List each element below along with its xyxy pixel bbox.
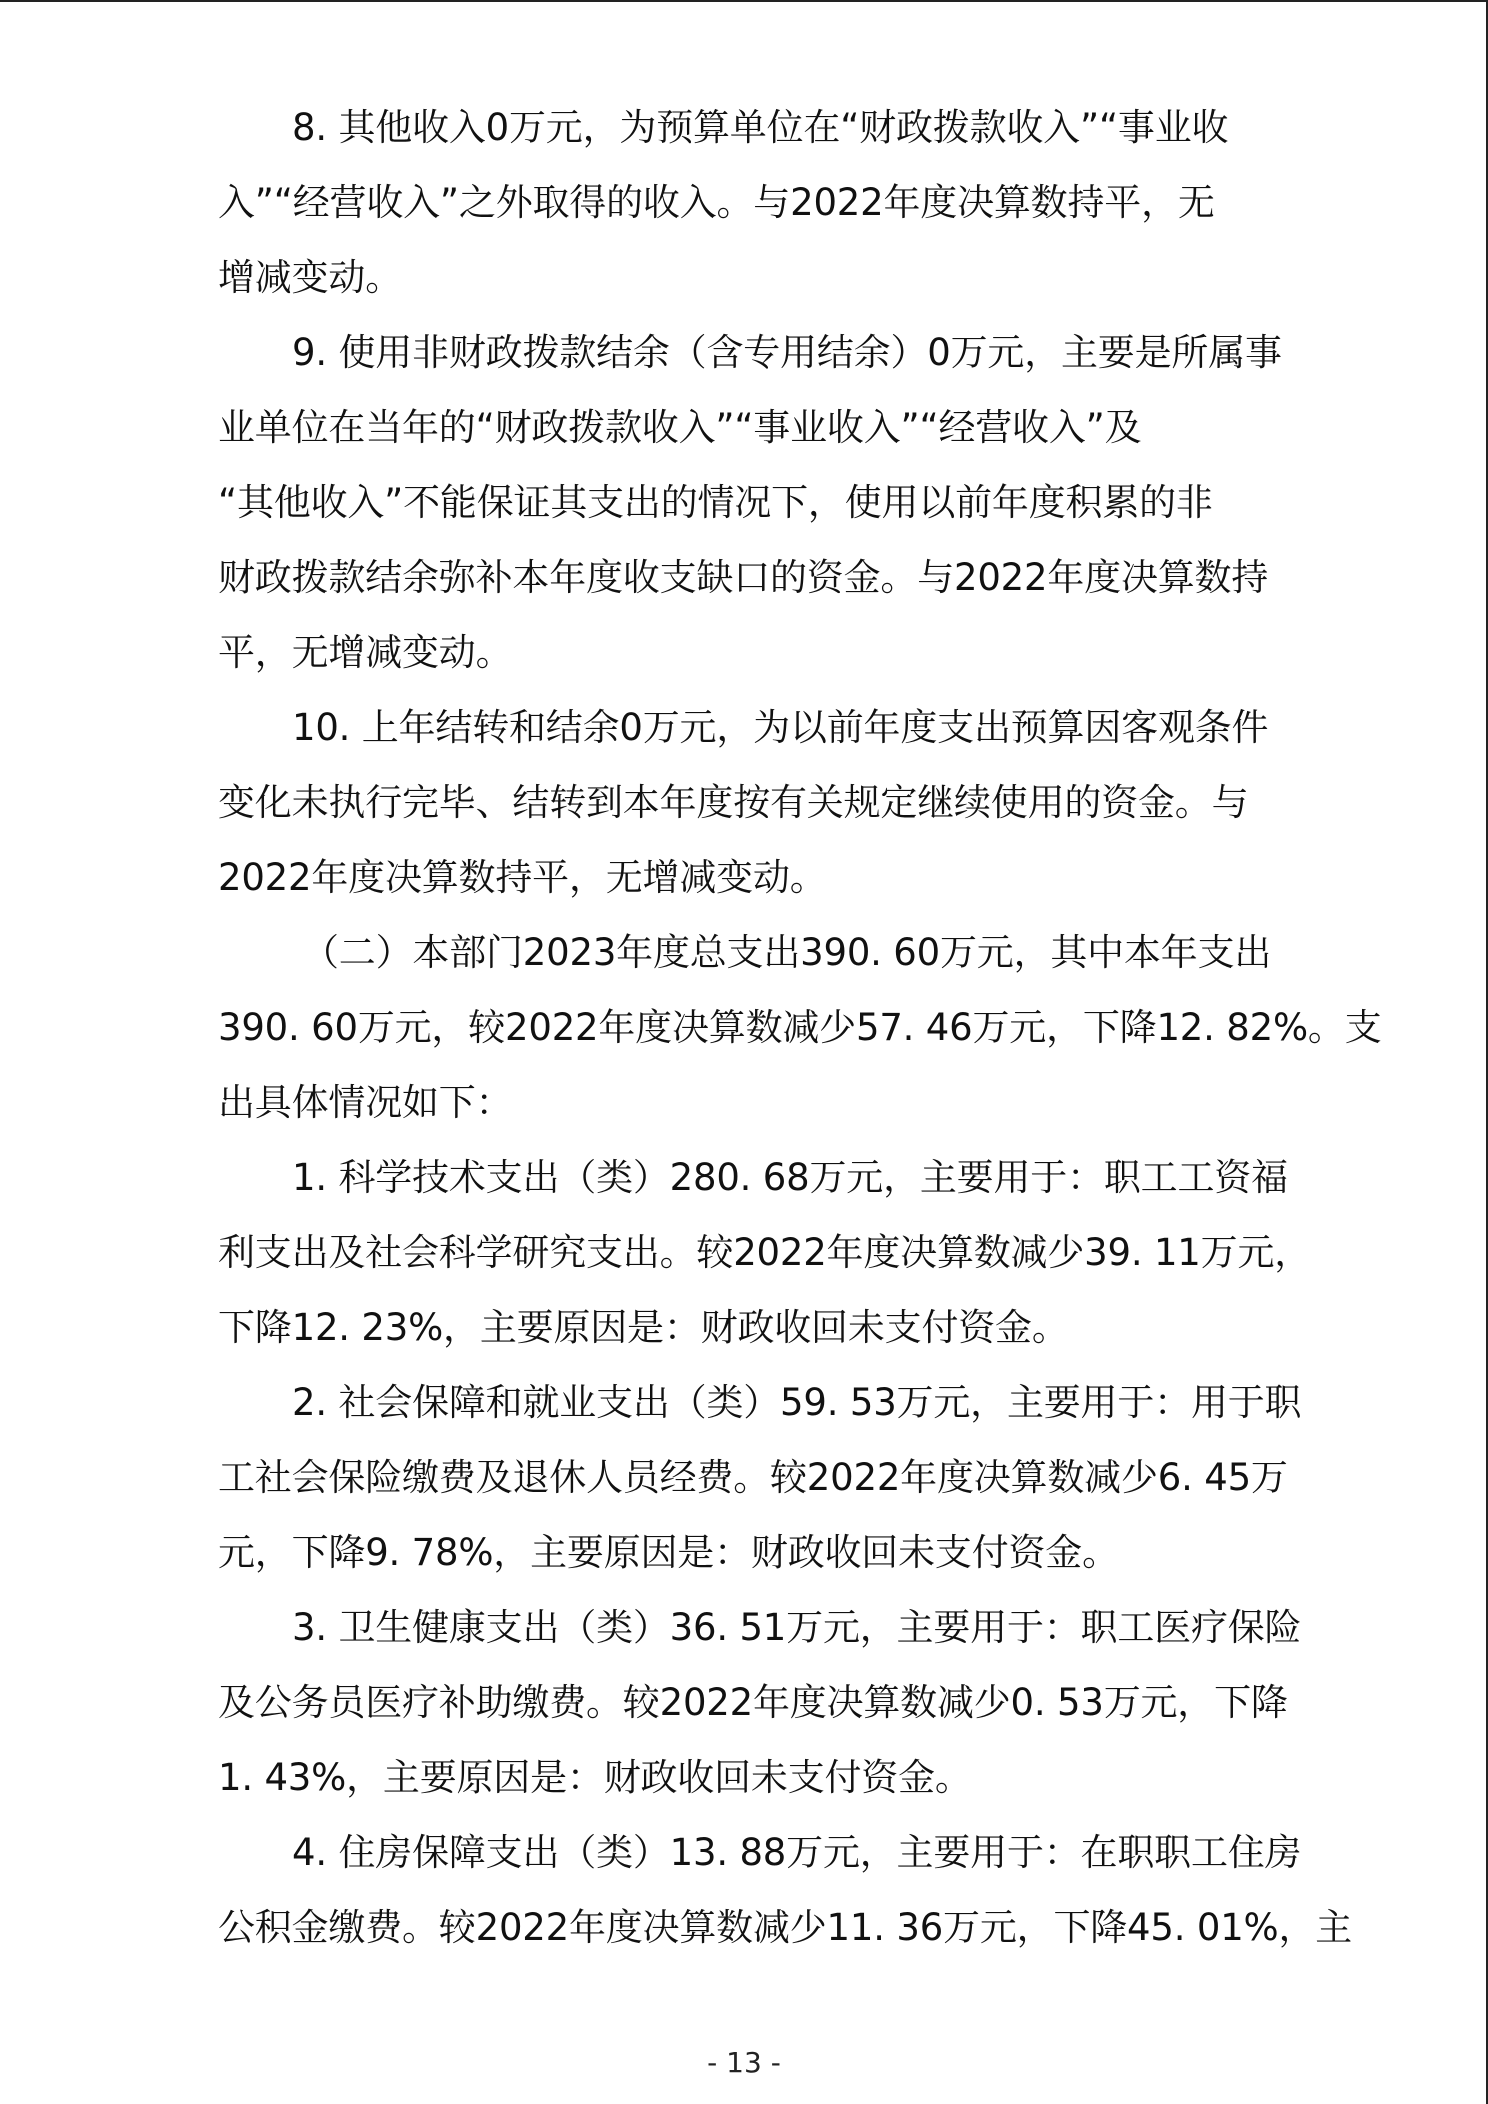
text-line: 下降12. 23%，主要原因是：财政收回未支付资金。 xyxy=(218,1306,1069,1349)
page-number: - 13 - xyxy=(707,2046,781,2079)
text-line: 增减变动。 xyxy=(218,256,402,299)
text-line: 变化未执行完毕、结转到本年度按有关规定继续使用的资金。与 xyxy=(218,781,1249,824)
text-line: “其他收入”不能保证其支出的情况下，使用以前年度积累的非 xyxy=(218,481,1213,524)
text-line: 业单位在当年的“财政拨款收入”“事业收入”“经营收入”及 xyxy=(218,406,1142,449)
text-line: 4. 住房保障支出（类）13. 88万元，主要用于：在职职工住房 xyxy=(292,1831,1302,1874)
text-line: 1. 科学技术支出（类）280. 68万元，主要用于：职工工资福 xyxy=(292,1156,1288,1199)
top-border xyxy=(0,0,1488,2)
text-line: 3. 卫生健康支出（类）36. 51万元，主要用于：职工医疗保险 xyxy=(292,1606,1302,1649)
text-line: （二）本部门2023年度总支出390. 60万元，其中本年支出 xyxy=(302,931,1272,974)
text-line: 10. 上年结转和结余0万元，为以前年度支出预算因客观条件 xyxy=(292,706,1269,749)
text-line: 及公务员医疗补助缴费。较2022年度决算数减少0. 53万元，下降 xyxy=(218,1681,1288,1724)
text-line: 1. 43%，主要原因是：财政收回未支付资金。 xyxy=(218,1756,972,1799)
text-line: 入”“经营收入”之外取得的收入。与2022年度决算数持平，无 xyxy=(218,181,1215,224)
text-line: 390. 60万元，较2022年度决算数减少57. 46万元，下降12. 82%。支 xyxy=(218,1006,1382,1049)
text-line: 财政拨款结余弥补本年度收支缺口的资金。与2022年度决算数持 xyxy=(218,556,1269,599)
text-line: 利支出及社会科学研究支出。较2022年度决算数减少39. 11万元， xyxy=(218,1231,1312,1274)
text-line: 元，下降9. 78%，主要原因是：财政收回未支付资金。 xyxy=(218,1531,1119,1574)
text-line: 公积金缴费。较2022年度决算数减少11. 36万元，下降45. 01%，主 xyxy=(218,1906,1353,1949)
text-line: 出具体情况如下： xyxy=(218,1081,513,1124)
text-line: 9. 使用非财政拨款结余（含专用结余）0万元，主要是所属事 xyxy=(292,331,1282,374)
text-line: 8. 其他收入0万元，为预算单位在“财政拨款收入”“事业收 xyxy=(292,106,1229,149)
text-line: 2. 社会保障和就业支出（类）59. 53万元，主要用于：用于职 xyxy=(292,1381,1302,1424)
text-line: 2022年度决算数持平，无增减变动。 xyxy=(218,856,827,899)
text-line: 平，无增减变动。 xyxy=(218,631,513,674)
text-line: 工社会保险缴费及退休人员经费。较2022年度决算数减少6. 45万 xyxy=(218,1456,1288,1499)
